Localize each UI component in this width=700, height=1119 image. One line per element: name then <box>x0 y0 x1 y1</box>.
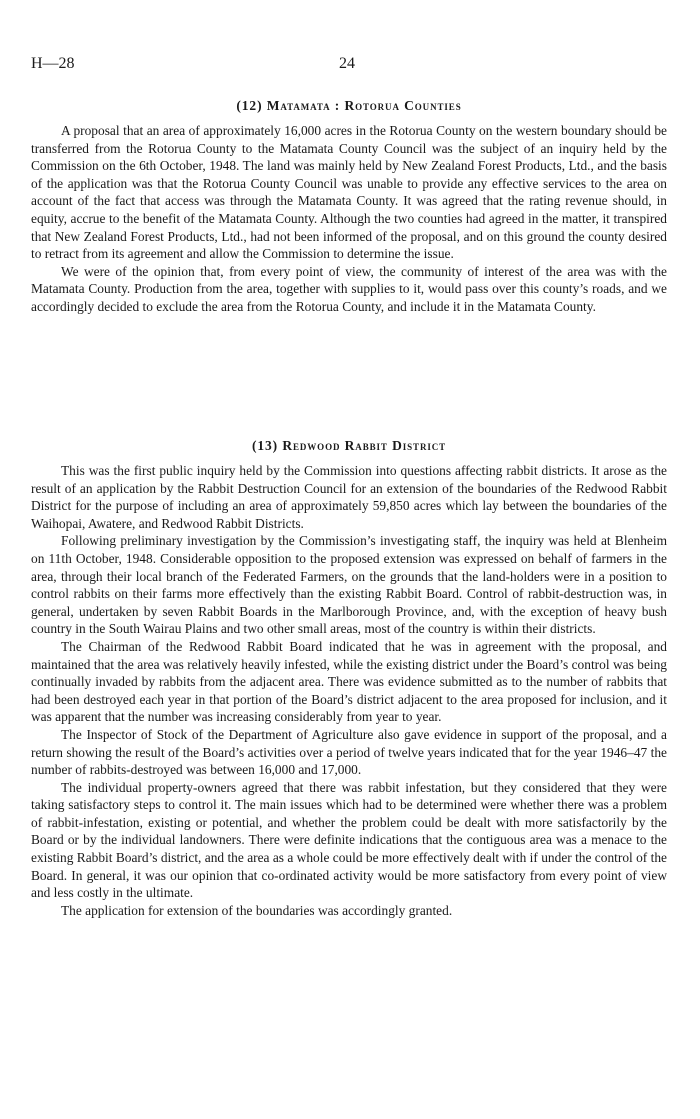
paragraph: This was the first public inquiry held by the Commission into questions affecting rabbit districts. It arose as the result of an application by the Rabbit Destruction Council for an extension of the boundaries of the Redwood Rabbit District for the purpose of including an area of approximately 59,850 acres which lay between the boundaries of the Waihopai, Awatere, and Redwood Rabbit Districts. <box>31 463 667 531</box>
page-header <box>31 55 667 75</box>
document-reference: H—28 <box>31 55 75 72</box>
paragraph: The application for extension of the boundaries was accordingly granted. <box>61 902 453 918</box>
page-number: 24 <box>339 55 355 72</box>
section-title-redwood-rabbit-district: (13) Redwood Rabbit District <box>251 438 447 453</box>
paragraph: The individual property-owners agreed that there was rabbit infestation, but they considered that they were taking satisfactory steps to control it. The main issues which had to be determined were whether there was a problem of rabbit-infestation, existing or potential, and whether the problem could be dealt with more satisfactorily by the Board or by the individual landowners. There were definite indications that the contiguous area was a menace to the existing Rabbit Board’s district, and the area as a whole could be more effectively dealt with if under the control of the Board. In general, it was our opinion that co-ordinated activity would be more satisfactory from every point of view and less costly in the ultimate. <box>31 779 667 901</box>
paragraph: We were of the opinion that, from every point of view, the community of interest of the area was with the Matamata County. Production from the area, together with supplies to it, would pass over this county’s roads, and we accordingly decided to exclude the area from the Rotorua County, and include it in the Matamata County. <box>31 263 667 314</box>
paragraph: Following preliminary investigation by the Commission’s investigating staff, the inquiry was held at Blenheim on 11th October, 1948. Considerable opposition to the proposed extension was expressed on behalf of farmers in the area, through their local branch of the Federated Farmers, on the grounds that the land-holders were in a position to control rabbits on their farms more effectively than the existing Rabbit Board. Control of rabbit-destruction was, in general, undertaken by seven Rabbit Boards in the Marlborough Province, and, with the exception of heavy bush country in the South Wairau Plains and two other small areas, most of the country is within their districts. <box>31 533 667 637</box>
paragraph: The Chairman of the Redwood Rabbit Board indicated that he was in agreement with the proposal, and maintained that the area was relatively heavily infested, while the existing district under the Board’s control was being continually invaded by rabbits from the adjacent area. There was evidence submitted as to the number of rabbits that had been destroyed each year in that portion of the Board’s district adjacent to the area proposed for inclusion, and it was apparent that the number was increasing considerably from year to year. <box>31 638 667 725</box>
section-body-redwood-rabbit-district <box>31 462 667 919</box>
paragraph: A proposal that an area of approximately 16,000 acres in the Rotorua County on the western boundary should be transferred from the Rotorua County to the Matamata County Council was the subject of an inquiry held by the Commission on the 6th October, 1948. The land was mainly held by New Zealand Forest Products, Ltd., and the basis of the application was that the Rotorua County Council was unable to provide any effective services to the area on account of the fact that access was through the Matamata County. It was agreed that the rating revenue should, in equity, accrue to the benefit of the Matamata County. Although the two counties had agreed in the matter, it transpired that New Zealand Forest Products, Ltd., had not been informed of the proposal, and on this ground the county desired to retract from its agreement and allow the Commission to determine the issue. <box>31 123 667 262</box>
section-title-matamata-rotorua: (12) Matamata : Rotorua Counties <box>236 98 462 113</box>
paragraph: The Inspector of Stock of the Department of Agriculture also gave evidence in support of the proposal, and a return showing the result of the Board’s activities over a period of twelve years indicated that for the year 1946–47 the number of rabbits-destroyed was between 16,000 and 17,000. <box>31 726 667 778</box>
section-body-matamata-rotorua <box>31 122 667 316</box>
